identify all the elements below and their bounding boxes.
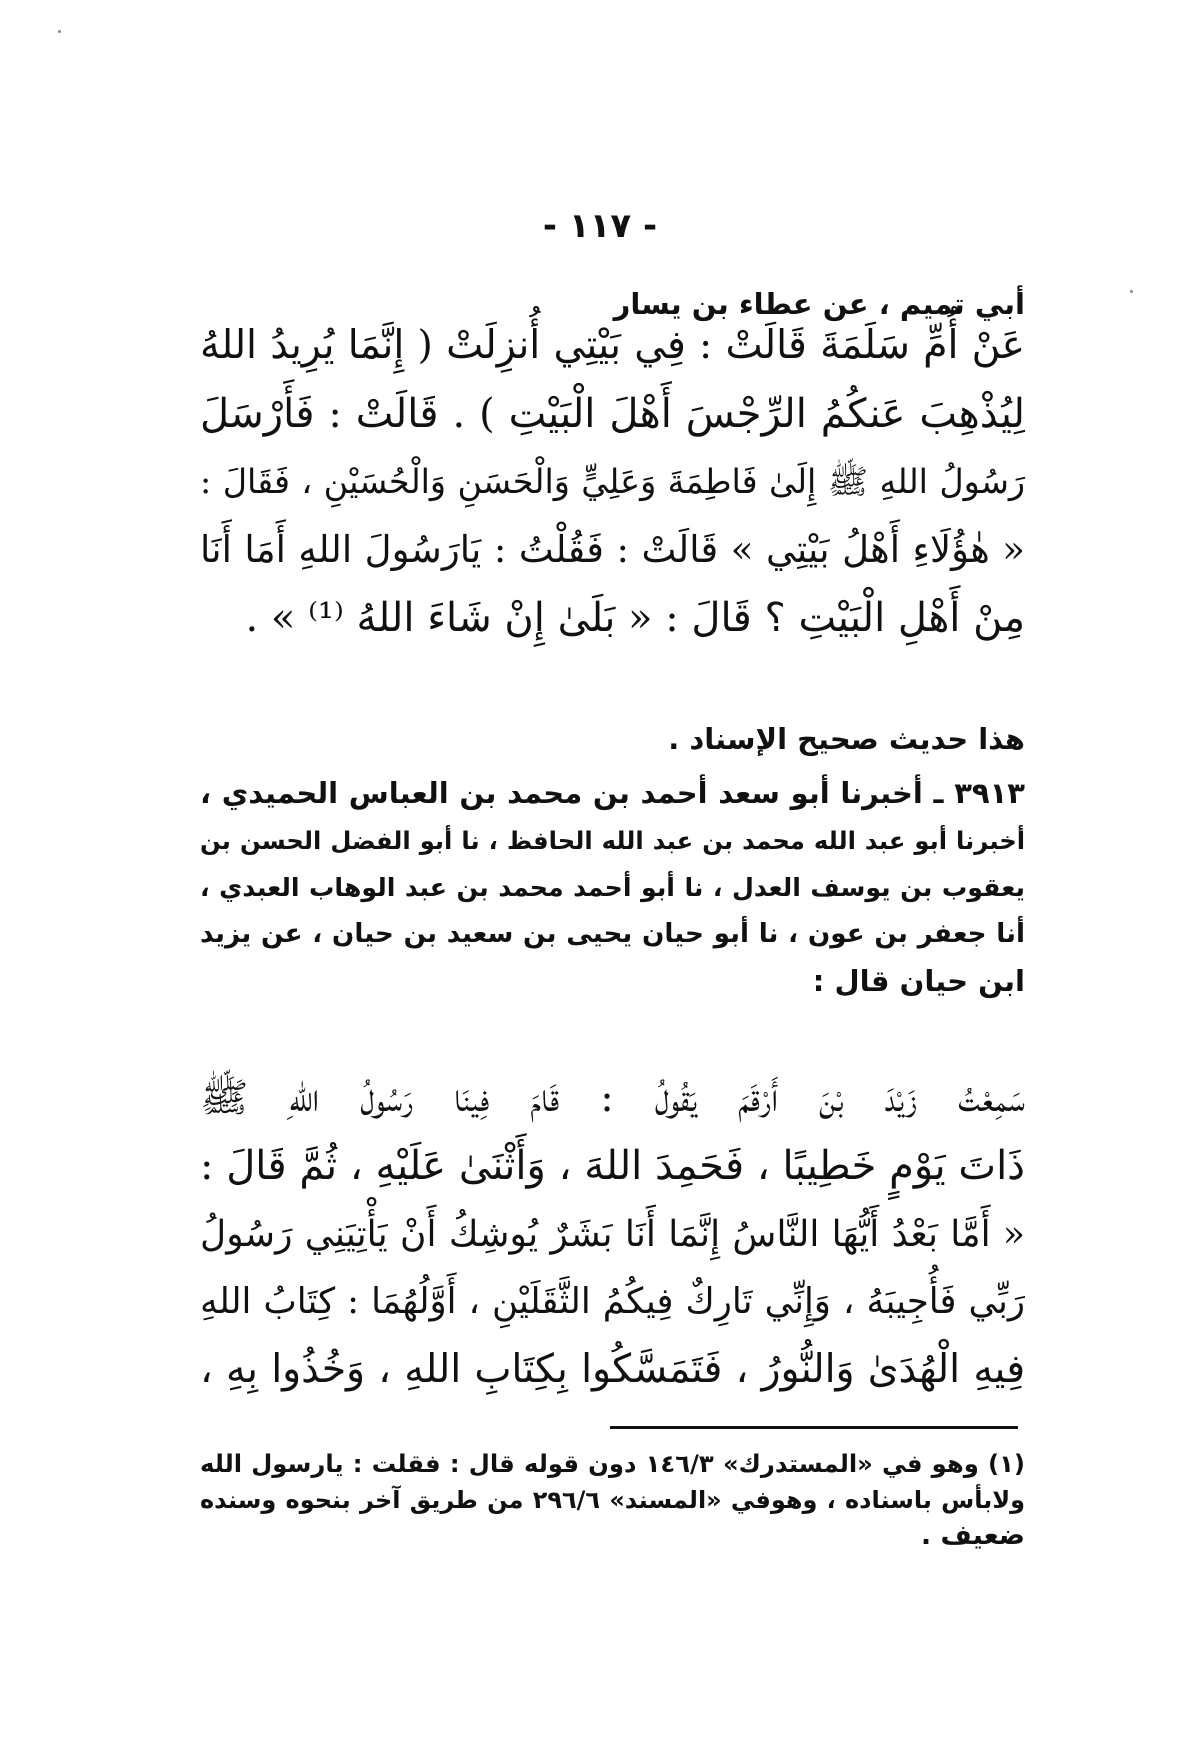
footnote-line: ولابأس باسناده ، وهوفي «المسند» ٢٩٦/٦ من طريق آخر بنحوه وسنده [200,1486,1025,1514]
footnote-divider [610,1426,1018,1429]
hadith-grading [200,716,1025,763]
footnote-line: ضعيف . [920,1520,1025,1551]
text-line: يعقوب بن يوسف العدل ، نا أبو أحمد محمد بن عبد الوهاب العبدي ، [200,873,1025,902]
text-line: ابن حيان قال : [812,964,1025,998]
scan-speck [58,30,61,33]
footnote [200,1446,1025,1554]
text-line: « أَمَّا بَعْدُ أَيُّهَا النَّاسُ إِنَّمَا أَنَا بَشَرٌ يُوشِكُ أَنْ يَأْتِيَنِي رَسُولُ [200,1213,1025,1255]
text-line: أبي تميم ، عن عطاء بن يسار [613,287,1025,321]
text-line: لِيُذْهِبَ عَنكُمُ الرِّجْسَ أَهْلَ الْبَيْتِ ) . قَالَتْ : فَأَرْسَلَ [200,391,1025,437]
isnad-3913 [200,770,1025,1005]
page-number: - ١١٧ - [542,206,658,246]
text-line: رَسُولُ اللهِ ﷺ إِلَىٰ فَاطِمَةَ وَعَلِيٍّ وَالْحَسَنِ وَالْحُسَيْنِ ، فَقَالَ : [200,462,1025,501]
text-line: سَمِعْتُ زَيْدَ بْنَ أَرْقَمَ يَقُولُ : قَامَ فِينَا رَسُولُ اللهِ ﷺ [200,1075,1025,1121]
text-line: ٣٩١٣ ـ أخبرنا أبو سعد أحمد بن محمد بن العباس الحميدي ، [200,776,1025,810]
text-line: مِنْ أَهْلِ الْبَيْتِ ؟ قَالَ : « بَلَىٰ إِنْ شَاءَ اللهُ ⁽¹⁾ » . [245,595,1025,641]
text-line: ذَاتَ يَوْمٍ خَطِيبًا ، فَحَمِدَ اللهَ ، وَأَثْنَىٰ عَلَيْهِ ، ثُمَّ قَالَ : [200,1143,1025,1189]
text-line: أنا جعفر بن عون ، نا أبو حيان يحيى بن سعيد بن حيان ، عن يزيد [200,919,1025,949]
text-line: هذا حديث صحيح الإسناد . [668,722,1025,756]
text-line: فِيهِ الْهُدَىٰ وَالنُّورُ ، فَتَمَسَّكُوا بِكِتَابِ اللهِ ، وَخُذُوا بِهِ ، [200,1347,1025,1392]
footnote-line: (١) وهو في «المستدرك» ١٤٦/٣ دون قوله قال : فقلت : يارسول الله [200,1449,1025,1478]
text-line: عَنْ أُمِّ سَلَمَةَ قَالَتْ : فِي بَيْتِي أُنزِلَتْ ( إِنَّمَا يُرِيدُ اللهُ [200,323,1025,368]
text-line: « هٰؤُلَاءِ أَهْلُ بَيْتِي » قَالَتْ : فَقُلْتُ : يَارَسُولَ اللهِ أَمَا أَنَا [200,528,1025,571]
scan-speck [1130,290,1133,293]
hadith-zayd-bin-arqam [200,1064,1025,1404]
text-line: أخبرنا أبو عبد الله محمد بن عبد الله الحافظ ، نا أبو الفضل الحسن بن [200,826,1025,855]
text-line: رَبِّي فَأُجِيبَهُ ، وَإِنِّي تَارِكٌ فِيكُمُ الثَّقَلَيْنِ ، أَوَّلُهُمَا : كِتَابُ اللهِ [200,1281,1025,1322]
hadith-umm-salama [200,312,1025,652]
